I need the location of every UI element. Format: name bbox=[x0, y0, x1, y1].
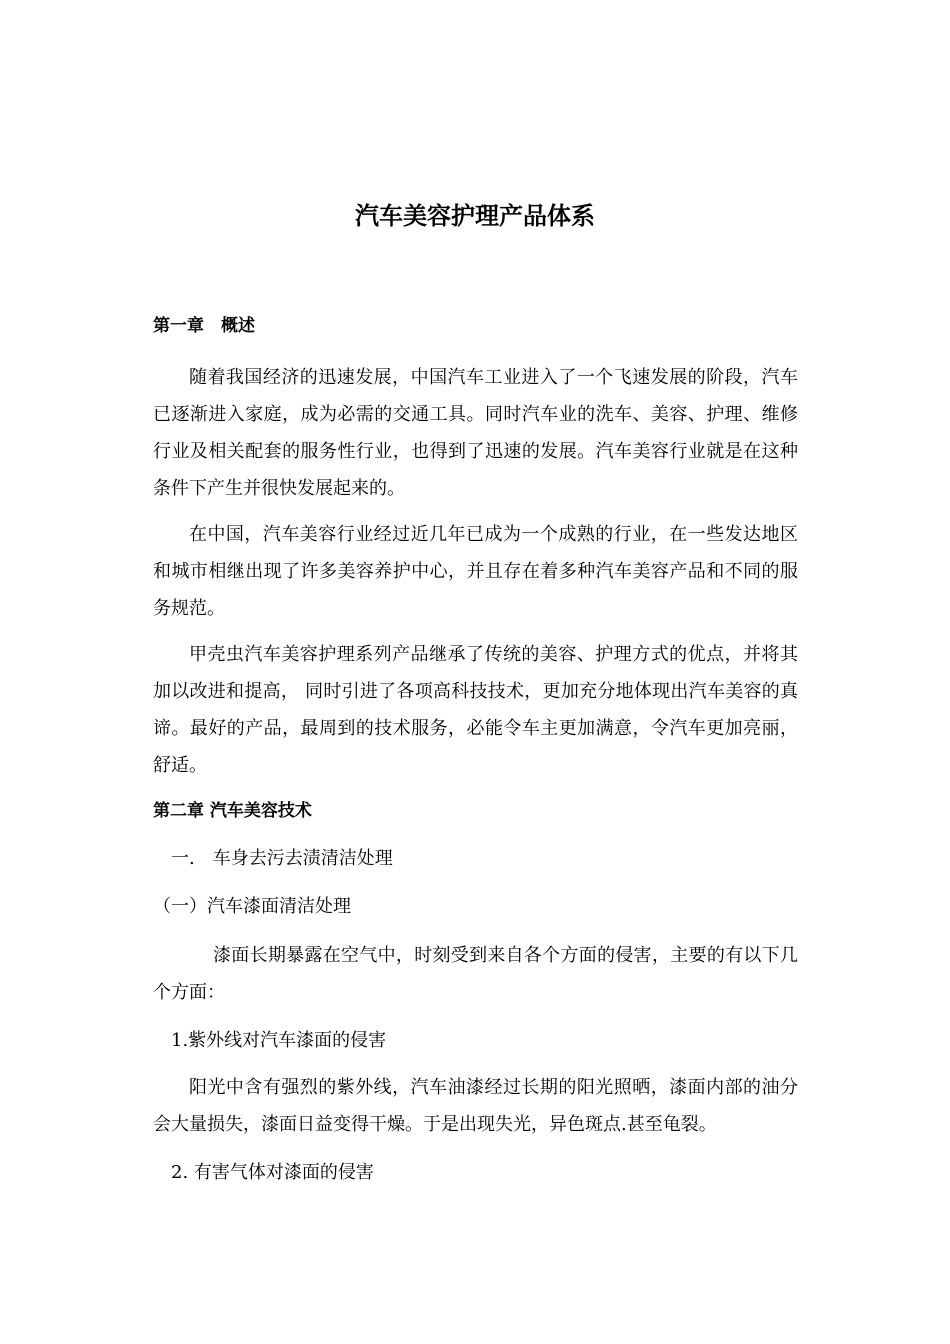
item-1-heading: 1.紫外线对汽车漆面的侵害 bbox=[171, 1030, 387, 1051]
item-1-paragraph: 阳光中含有强烈的紫外线，汽车油漆经过长期的阳光照晒，漆面内部的油分会大量损失，漆面日益变得干燥。于是出现失光，异色斑点.甚至龟裂。 bbox=[153, 1077, 798, 1135]
chapter2-heading: 第二章 汽车美容技术 bbox=[153, 801, 312, 821]
chapter1-heading: 第一章 概述 bbox=[153, 316, 255, 336]
item-2-heading: 2. 有害气体对漆面的侵害 bbox=[171, 1162, 374, 1183]
section-1-heading: 一. 车身去污去渍清洁处理 bbox=[171, 848, 393, 869]
chapter1-paragraph-1: 随着我国经济的迅速发展，中国汽车工业进入了一个飞速发展的阶段，汽车已逐渐进入家庭，成为必需的交通工具。同时汽车业的洗车、美容、护理、维修行业及相关配套的服务性行业，也得到了迅速的发展。汽车美容行业就是在这种条件下产生并很快发展起来的。 bbox=[153, 367, 798, 499]
chapter1-paragraph-2: 在中国，汽车美容行业经过近几年已成为一个成熟的行业，在一些发达地区和城市相继出现了许多美容养护中心，并且存在着多种汽车美容产品和不同的服务规范。 bbox=[153, 524, 798, 619]
document-body bbox=[153, 308, 798, 1187]
document-title: 汽车美容护理产品体系 bbox=[355, 201, 595, 230]
chapter1-paragraph-3: 甲壳虫汽车美容护理系列产品继承了传统的美容、护理方式的优点，并将其加以改进和提高， 同时引进了各项高科技技术，更加充分地体现出汽车美容的真谛。最好的产品，最周到的技术服务，必能令车主更加满意，令汽车更加亮丽，舒适。 bbox=[153, 644, 798, 776]
subsection-1-heading: （一）汽车漆面清洁处理 bbox=[153, 896, 351, 917]
intro-paragraph: 漆面长期暴露在空气中，时刻受到来自各个方面的侵害，主要的有以下几个方面： bbox=[153, 945, 798, 1003]
